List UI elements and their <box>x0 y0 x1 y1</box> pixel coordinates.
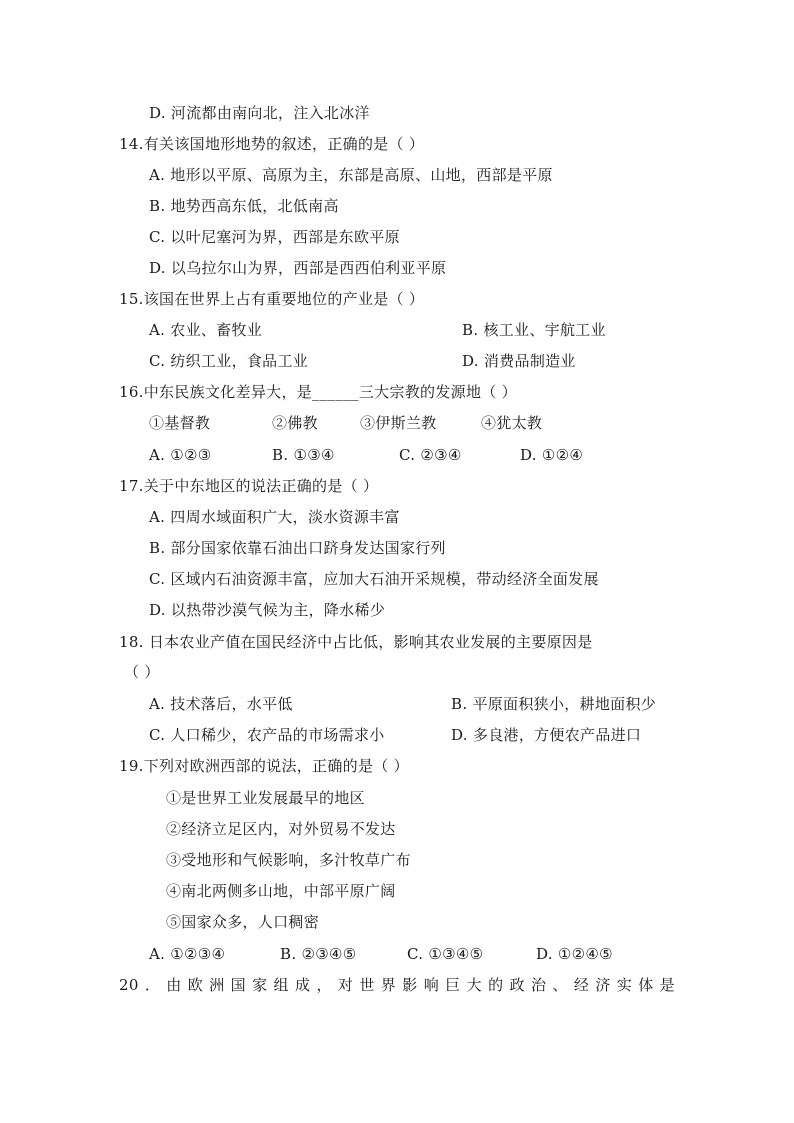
q17-option-c: C. 区域内石油资源丰富，应加大石油开采规模，带动经济全面发展 <box>149 570 599 588</box>
q19-option-c: C. ①③④⑤ <box>407 945 484 963</box>
question-17: 17.关于中东地区的说法正确的是（ ） <box>119 477 379 495</box>
q19-item-1: ①是世界工业发展最早的地区 <box>166 789 365 807</box>
q16-item-4: ④犹太教 <box>481 414 543 432</box>
question-18: 18. 日本农业产值在国民经济中占比低，影响其农业发展的主要原因是 <box>119 633 593 651</box>
q17-option-b: B. 部分国家依靠石油出口跻身发达国家行列 <box>149 539 446 557</box>
q15-option-b: B. 核工业、宇航工业 <box>462 321 606 339</box>
q16-item-3: ③伊斯兰教 <box>360 414 437 432</box>
q19-item-4: ④南北两侧多山地，中部平原广阔 <box>166 882 396 900</box>
q13-option-d: D. 河流都由南向北，注入北冰洋 <box>149 104 370 122</box>
q14-option-a: A. 地形以平原、高原为主，东部是高原、山地，西部是平原 <box>149 166 553 184</box>
q14-option-d: D. 以乌拉尔山为界，西部是西西伯利亚平原 <box>149 259 447 277</box>
q15-option-a: A. 农业、畜牧业 <box>149 321 263 339</box>
q19-item-2: ②经济立足区内，对外贸易不发达 <box>166 820 396 838</box>
question-15: 15.该国在世界上占有重要地位的产业是（ ） <box>119 290 425 308</box>
q15-option-d: D. 消费品制造业 <box>462 352 576 370</box>
q15-option-c: C. 纺织工业，食品工业 <box>149 352 309 370</box>
question-20: 20．由欧洲国家组成，对世界影响巨大的政治、经济实体是 <box>119 976 675 994</box>
q18-option-c: C. 人口稀少，农产品的市场需求小 <box>149 726 385 744</box>
q14-option-b: B. 地势西高东低，北低南高 <box>149 197 339 215</box>
question-16: 16.中东民族文化差异大，是______三大宗教的发源地（ ） <box>119 383 517 401</box>
question-14: 14.有关该国地形地势的叙述，正确的是（ ） <box>119 135 425 153</box>
q16-option-c: C. ②③④ <box>399 446 462 464</box>
q17-option-a: A. 四周水域面积广大，淡水资源丰富 <box>149 508 400 526</box>
q19-option-b: B. ②③④⑤ <box>280 945 357 963</box>
q19-option-d: D. ①②④⑤ <box>536 945 613 963</box>
q19-item-3: ③受地形和气候影响，多汁牧草广布 <box>166 851 411 869</box>
q18-option-b: B. 平原面积狭小，耕地面积少 <box>451 695 657 713</box>
q16-item-2: ②佛教 <box>272 414 318 432</box>
question-18-bracket: （ ） <box>124 663 160 681</box>
q16-option-d: D. ①②④ <box>520 446 584 464</box>
q19-option-a: A. ①②③④ <box>149 945 226 963</box>
q17-option-d: D. 以热带沙漠气候为主，降水稀少 <box>149 601 386 619</box>
q18-option-d: D. 多良港，方便农产品进口 <box>451 726 642 744</box>
q16-option-b: B. ①③④ <box>272 446 335 464</box>
question-19: 19.下列对欧洲西部的说法，正确的是（ ） <box>119 757 409 775</box>
q18-option-a: A. 技术落后，水平低 <box>149 695 293 713</box>
q19-item-5: ⑤国家众多，人口稠密 <box>166 913 320 931</box>
q14-option-c: C. 以叶尼塞河为界，西部是东欧平原 <box>149 228 400 246</box>
q16-option-a: A. ①②③ <box>149 446 212 464</box>
q16-item-1: ①基督教 <box>149 414 211 432</box>
